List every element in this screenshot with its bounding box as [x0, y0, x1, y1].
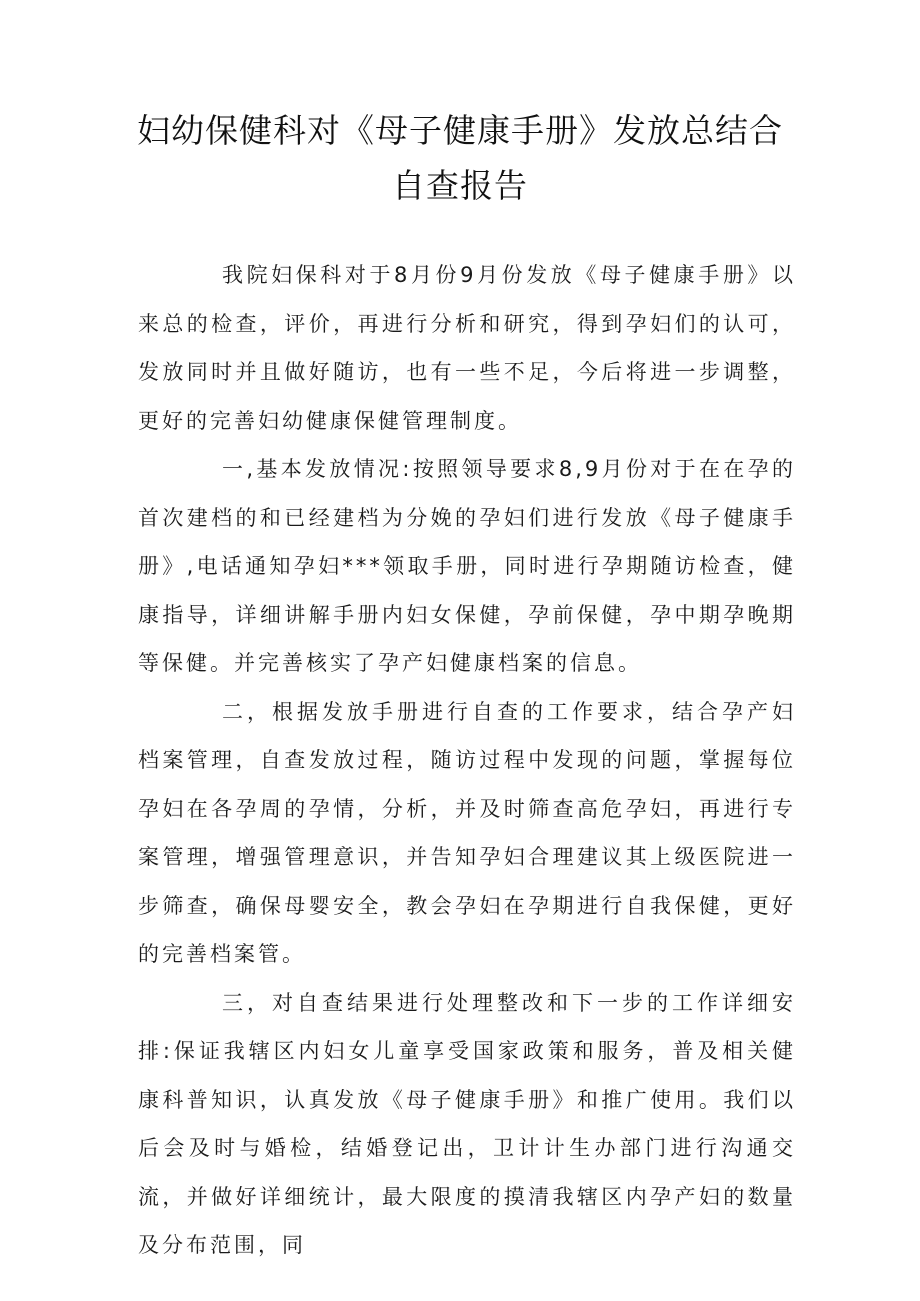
paragraph-section-1: 一,基本发放情况:按照领导要求8,9月份对于在在孕的首次建档的和已经建档为分娩的孕妇们进行发放《母子健康手册》,电话通知孕妇***领取手册，同时进行孕期随访检查，健康指导，详细讲解手册内妇女保健，孕前保健，孕中期孕晚期等保健。并完善核实了孕产妇健康档案的信息。 — [138, 457, 796, 675]
paragraph-section-3: 三，对自查结果进行处理整改和下一步的工作详细安排:保证我辖区内妇女儿童享受国家政策和服务，普及相关健康科普知识，认真发放《母子健康手册》和推广使用。我们以后会及时与婚检，结婚登记出，卫计计生办部门进行沟通交流，并做好详细统计，最大限度的摸清我辖区内孕产妇的数量及分布范围，同 — [138, 990, 796, 1257]
document-body — [138, 251, 796, 1270]
title-line-2: 自查报告 — [392, 166, 528, 205]
paragraph-section-2: 二，根据发放手册进行自查的工作要求，结合孕产妇档案管理，自查发放过程，随访过程中发现的问题，掌握每位孕妇在各孕周的孕情，分析，并及时筛查高危孕妇，再进行专案管理，增强管理意识，并告知孕妇合理建议其上级医院进一步筛查，确保母婴安全，教会孕妇在孕期进行自我保健，更好的完善档案管。 — [138, 699, 796, 966]
document-title — [0, 103, 920, 213]
paragraph-intro: 我院妇保科对于8月份9月份发放《母子健康手册》以来总的检查，评价，再进行分析和研究，得到孕妇们的认可，发放同时并且做好随访，也有一些不足，今后将进一步调整，更好的完善妇幼健康保健管理制度。 — [138, 263, 796, 433]
title-line-1: 妇幼保健科对《母子健康手册》发放总结合 — [137, 111, 783, 150]
